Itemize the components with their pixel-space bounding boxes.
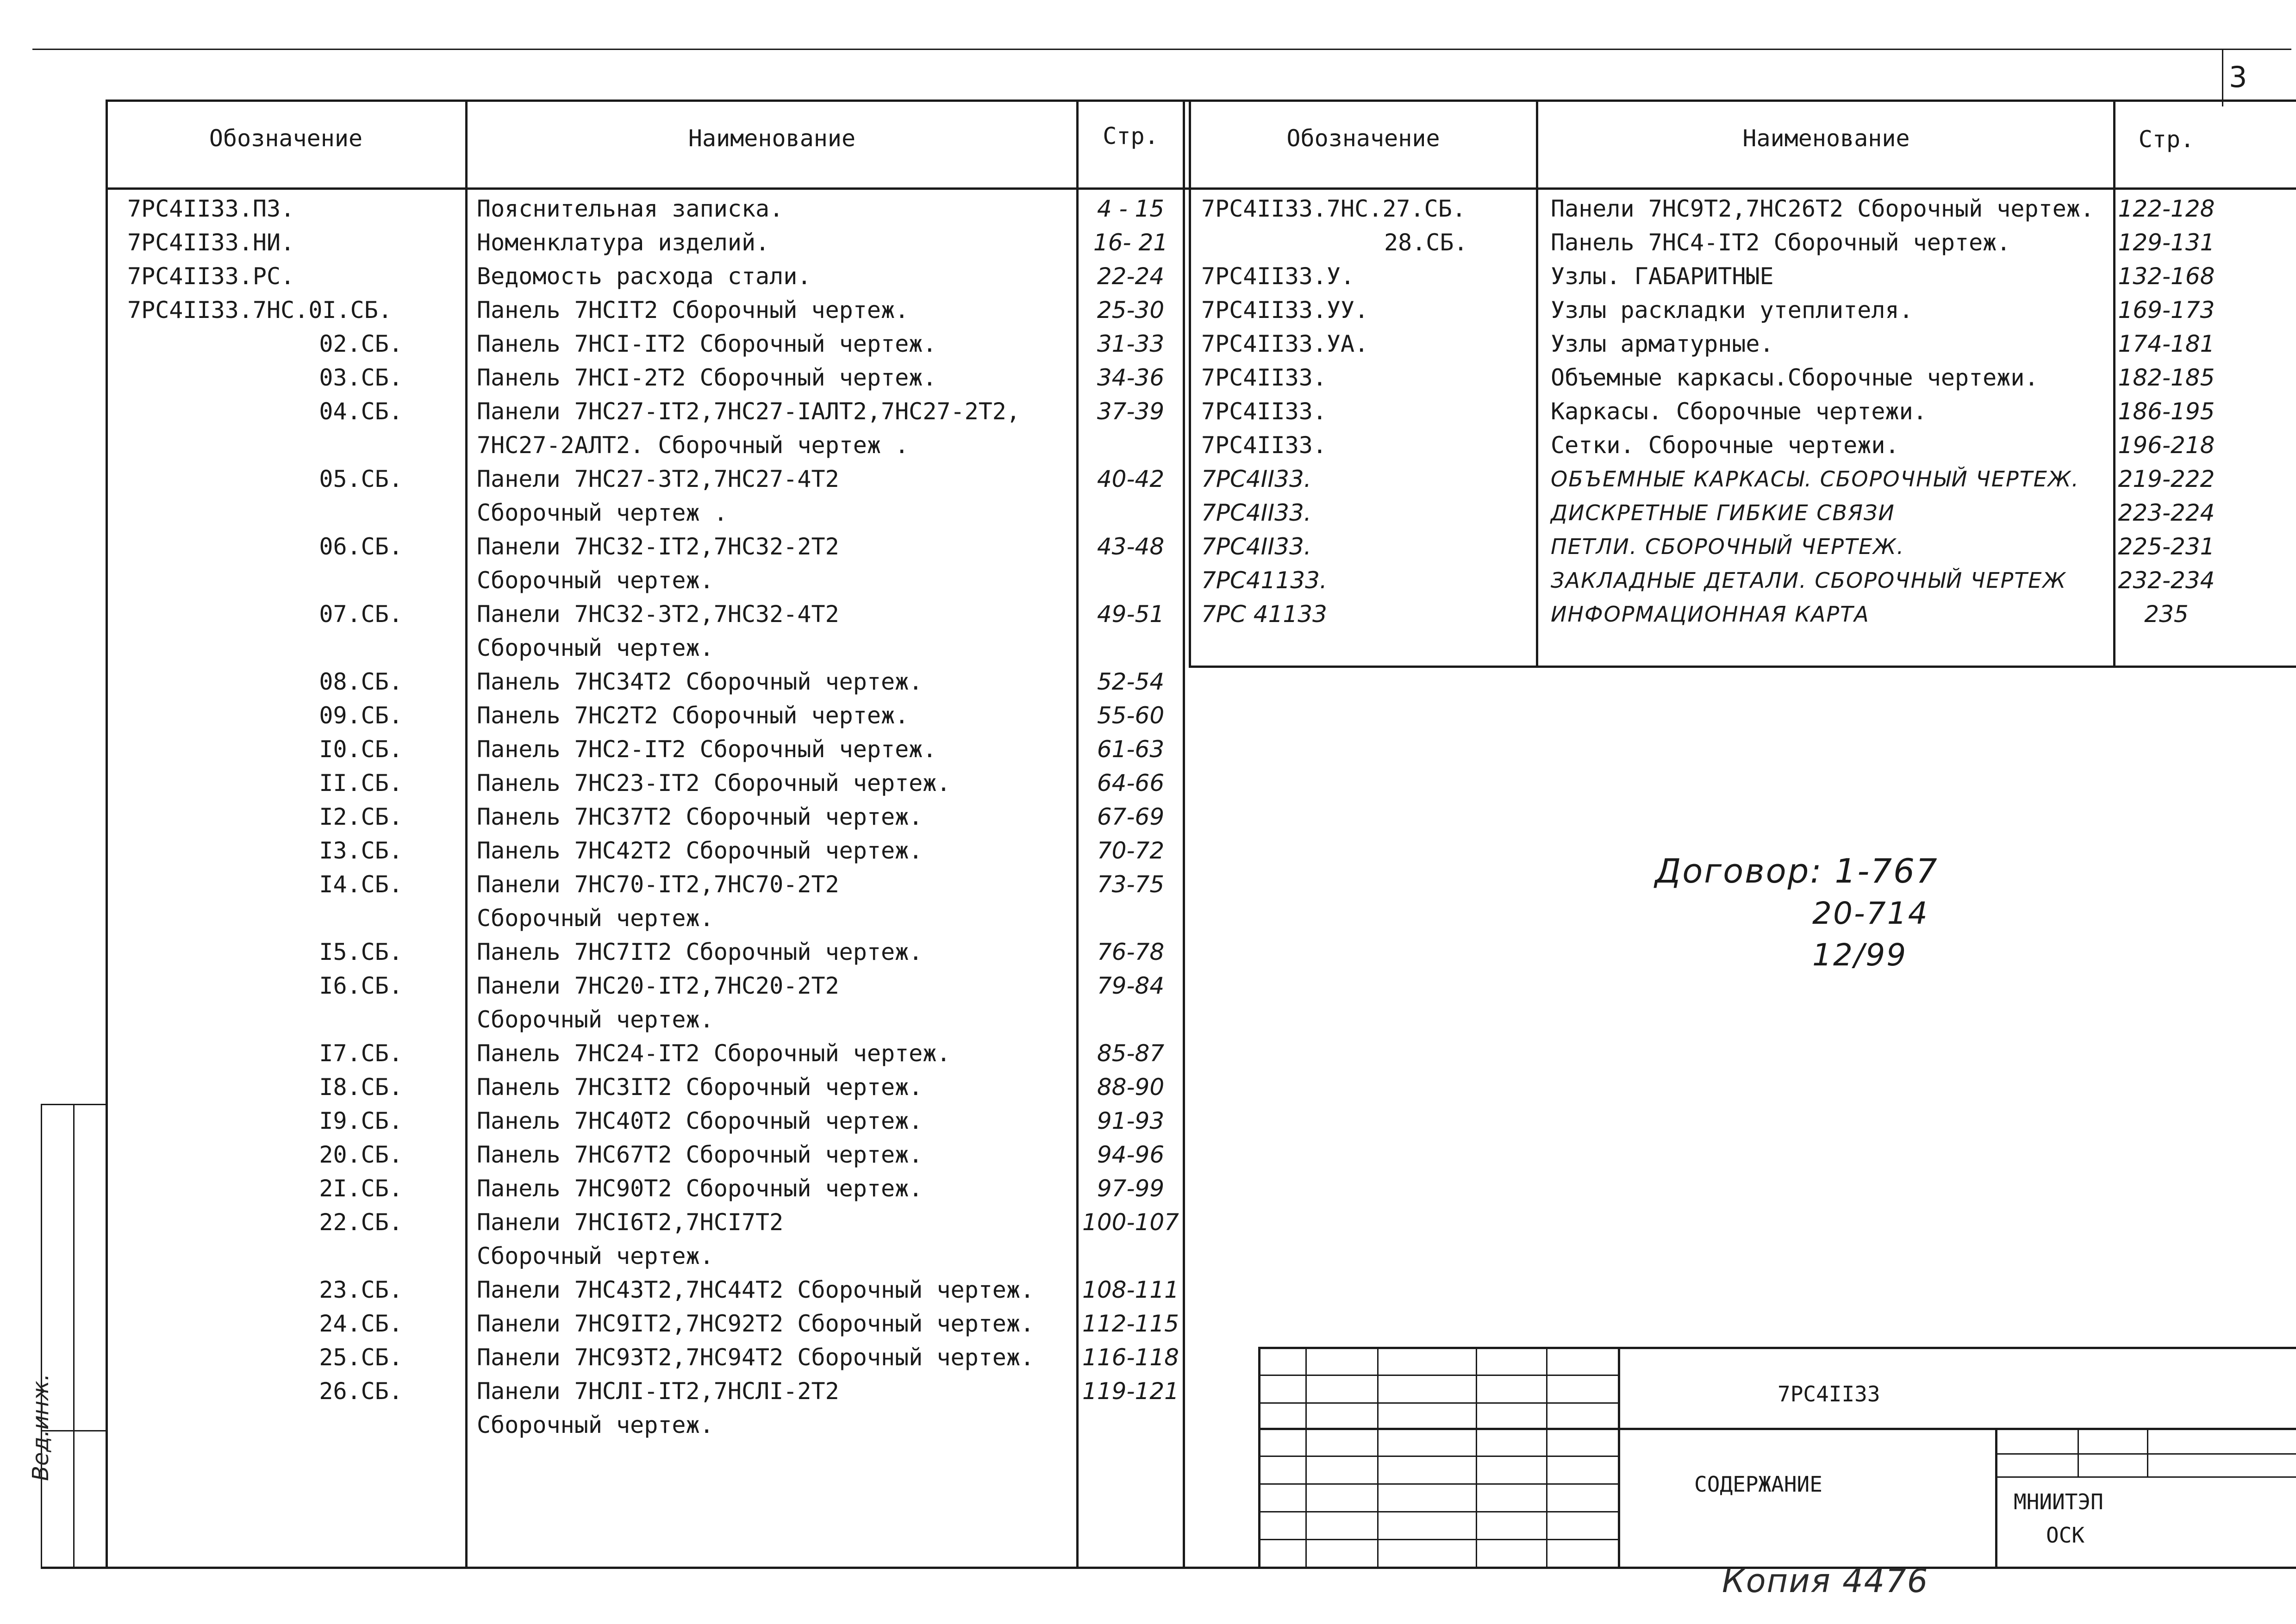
right-header-page: Стр. [2138, 126, 2195, 153]
left-row-name: Панель 7НС42Т2 Сборочный чертеж. [477, 837, 923, 864]
right-row-name: Узлы раскладки утеплителя. [1551, 297, 1913, 324]
left-row-code: 25.СБ. [319, 1344, 403, 1371]
left-row-page: 73-75 [1097, 871, 1165, 898]
left-row-name: Панель 7НС90Т2 Сборочный чертеж. [477, 1175, 923, 1202]
right-row-page: 225-231 [2118, 533, 2215, 560]
right-row-page: 235 [2144, 601, 2189, 628]
right-header-name: Наименование [1742, 125, 1910, 152]
right-row-code: 7РС4II33. [1201, 499, 1311, 526]
title-block-top [1258, 1347, 2296, 1349]
right-row-page: 174-181 [2118, 330, 2215, 357]
right-row-page: 219-222 [2118, 466, 2215, 492]
left-row-page: 108-111 [1082, 1276, 1179, 1303]
right-row-page: 122-128 [2118, 195, 2215, 222]
left-row-page: 64-66 [1097, 770, 1165, 796]
right-row-page: 186-195 [2118, 398, 2215, 425]
right-row-name: Объемные каркасы.Сборочные чертежи. [1551, 364, 2039, 391]
title-block-grid-h6 [1258, 1539, 1619, 1540]
right-row-name: ИНФОРМАЦИОННАЯ КАРТА [1551, 602, 1870, 627]
left-row-code: I3.СБ. [319, 837, 403, 864]
left-row-code: 08.СБ. [319, 668, 403, 695]
right-row-code: 7РС4II33.УА. [1201, 330, 1369, 357]
top-frame-line [32, 49, 2291, 50]
left-row-name: Панели 7НС32-3Т2,7НС32-4Т2 [477, 601, 839, 628]
left-row-page: 61-63 [1097, 736, 1165, 763]
left-table-right-border [1183, 100, 1185, 1569]
right-row-code: 7РС41133. [1201, 567, 1327, 594]
left-row-page: 85-87 [1097, 1040, 1165, 1067]
right-row-page: 196-218 [2118, 432, 2215, 459]
left-row-code: 2I.СБ. [319, 1175, 403, 1202]
left-row-page: 97-99 [1097, 1175, 1165, 1202]
title-block-org-top [1995, 1476, 2296, 1478]
left-row-code: 03.СБ. [319, 364, 403, 391]
right-table-col-divider-1 [1536, 100, 1538, 666]
bottom-frame-line [41, 1567, 2296, 1569]
left-row-page: 116-118 [1082, 1344, 1179, 1371]
right-row-code: 28.СБ. [1384, 229, 1468, 256]
title-block-v3 [1476, 1347, 1477, 1567]
left-row-code: 26.СБ. [319, 1378, 403, 1405]
right-row-name: Панель 7НС4-IТ2 Сборочный чертеж. [1551, 229, 2011, 256]
left-row-name: Панели 7НС27-3Т2,7НС27-4Т2 [477, 466, 839, 492]
left-table-col-divider-1 [465, 100, 468, 1569]
right-row-code: 7РС4II33.УУ. [1201, 297, 1369, 324]
right-row-code: 7РС4II33. [1201, 466, 1311, 492]
left-table-header-bottom [106, 187, 1196, 190]
left-row-name: Панель 7НС34Т2 Сборочный чертеж. [477, 668, 923, 695]
left-row-name: Панели 7НСЛI-IТ2,7НСЛI-2Т2 [477, 1378, 839, 1405]
left-row-code: I5.СБ. [319, 939, 403, 965]
right-row-name: ПЕТЛИ. СБОРОЧНЫЙ ЧЕРТЕЖ. [1551, 534, 1905, 559]
left-header-name: Наименование [688, 125, 856, 152]
right-row-code: 7РС4II33.7НС.27.СБ. [1201, 195, 1466, 222]
left-row-page: 37-39 [1097, 398, 1165, 425]
left-row-page: 49-51 [1097, 601, 1165, 628]
title-block-grid-h5 [1258, 1511, 1619, 1512]
sheet-number-box-left [2222, 49, 2223, 106]
side-stamp-line-1 [41, 1104, 42, 1567]
left-row-name: Панель 7НСIТ2 Сборочный чертеж. [477, 297, 909, 324]
left-row-name: Сборочный чертеж. [477, 905, 714, 932]
left-row-name: Панель 7НС2-IТ2 Сборочный чертеж. [477, 736, 937, 763]
left-row-code: 22.СБ. [319, 1209, 403, 1236]
right-row-page: 169-173 [2118, 297, 2215, 324]
left-row-name: Номенклатура изделий. [477, 229, 770, 256]
left-header-page: Стр. [1103, 123, 1159, 149]
right-row-name: Каркасы. Сборочные чертежи. [1551, 398, 1927, 425]
right-table-header-bottom [1189, 187, 2296, 190]
left-row-page: 112-115 [1082, 1310, 1179, 1337]
right-row-name: Узлы. ГАБАРИТНЫЕ [1551, 263, 1774, 290]
left-row-code: 09.СБ. [319, 702, 403, 729]
left-row-name: Панели 7НС9IТ2,7НС92Т2 Сборочный чертеж. [477, 1310, 1035, 1337]
left-row-name: Сборочный чертеж. [477, 1006, 714, 1033]
right-row-page: 223-224 [2118, 499, 2215, 526]
left-row-name: Сборочный чертеж. [477, 567, 714, 594]
left-row-name: Сборочный чертеж. [477, 1412, 714, 1438]
right-row-page: 129-131 [2118, 229, 2215, 256]
left-header-designation: Обозначение [209, 125, 363, 152]
contract-label: Договор: 1-767 [1655, 852, 1939, 890]
title-block-left [1258, 1347, 1260, 1567]
left-row-code: I6.СБ. [319, 972, 403, 999]
left-row-page: 100-107 [1082, 1209, 1179, 1236]
left-row-code: I4.СБ. [319, 871, 403, 898]
left-row-code: 7РС4II33.ПЗ. [127, 195, 295, 222]
left-row-name: Панели 7НС20-IТ2,7НС20-2Т2 [477, 972, 839, 999]
right-row-name: ЗАКЛАДНЫЕ ДЕТАЛИ. СБОРОЧНЫЙ ЧЕРТЕЖ [1551, 568, 2067, 593]
left-row-code: 02.СБ. [319, 330, 403, 357]
right-row-page: 182-185 [2118, 364, 2215, 391]
left-table-top-border [106, 100, 1196, 102]
left-row-page: 52-54 [1097, 668, 1165, 695]
left-row-name: Панель 7НСI-IТ2 Сборочный чертеж. [477, 330, 937, 357]
left-row-page: 25-30 [1097, 297, 1165, 324]
left-row-page: 4 - 15 [1097, 195, 1165, 222]
left-row-code: I7.СБ. [319, 1040, 403, 1067]
title-block-v5 [1618, 1347, 1620, 1567]
left-row-name: Панель 7НСI-2Т2 Сборочный чертеж. [477, 364, 937, 391]
right-table-bottom-border [1189, 666, 2296, 668]
right-row-code: 7РС4II33.У. [1201, 263, 1355, 290]
left-row-page: 67-69 [1097, 803, 1165, 830]
left-row-name: Панель 7НС67Т2 Сборочный чертеж. [477, 1141, 923, 1168]
side-stamp-top [41, 1104, 106, 1105]
left-row-page: 79-84 [1097, 972, 1165, 999]
left-row-name: Ведомость расхода стали. [477, 263, 811, 290]
left-row-name: Панели 7НС27-IТ2,7НС27-IАЛТ2,7НС27-2Т2, [477, 398, 1020, 425]
left-row-code: I9.СБ. [319, 1108, 403, 1134]
left-row-code: 7РС4II33.РС. [127, 263, 295, 290]
right-row-page: 132-168 [2118, 263, 2215, 290]
left-row-code: 06.СБ. [319, 533, 403, 560]
left-row-code: 05.СБ. [319, 466, 403, 492]
title-block-grid-h4 [1258, 1483, 1619, 1485]
left-row-name: Сборочный чертеж. [477, 635, 714, 661]
title-block-grid-h1 [1258, 1375, 1619, 1376]
left-row-name: Сборочный чертеж. [477, 1243, 714, 1269]
left-row-name: Панели 7НС43Т2,7НС44Т2 Сборочный чертеж. [477, 1276, 1035, 1303]
left-row-code: I8.СБ. [319, 1074, 403, 1101]
left-row-name: Пояснительная записка. [477, 195, 784, 222]
contract-date: 12/99 [1812, 937, 1908, 973]
left-row-code: I0.СБ. [319, 736, 403, 763]
right-row-name: ОБЪЕМНЫЕ КАРКАСЫ. СБОРОЧНЫЙ ЧЕРТЕЖ. [1551, 467, 2080, 492]
left-row-name: Панель 7НС24-IТ2 Сборочный чертеж. [477, 1040, 951, 1067]
title-block-org-name: МНИИТЭП [2014, 1489, 2103, 1514]
title-block-doc-code: 7РС4II33 [1778, 1381, 1880, 1406]
title-block-grid-h3 [1258, 1456, 1619, 1457]
left-row-page: 43-48 [1097, 533, 1165, 560]
left-row-page: 40-42 [1097, 466, 1165, 492]
left-row-page: 70-72 [1097, 837, 1165, 864]
left-row-page: 34-36 [1097, 364, 1165, 391]
title-block-v6 [1995, 1428, 1997, 1567]
title-block-row-2 [1258, 1428, 2296, 1430]
left-row-page: 76-78 [1097, 939, 1165, 965]
right-header-designation: Обозначение [1286, 125, 1440, 152]
title-block-grid-h2 [1258, 1402, 1619, 1404]
right-row-page: 232-234 [2118, 567, 2215, 594]
right-row-name: Сетки. Сборочные чертежи. [1551, 432, 1899, 459]
left-row-page: 91-93 [1097, 1108, 1165, 1134]
left-row-code: I2.СБ. [319, 803, 403, 830]
left-row-name: Сборочный чертеж . [477, 499, 728, 526]
left-row-code: 07.СБ. [319, 601, 403, 628]
title-block-v8 [2147, 1428, 2148, 1476]
title-block-v4 [1546, 1347, 1547, 1567]
left-row-page: 119-121 [1082, 1378, 1179, 1405]
left-row-name: Панель 7НС23-IТ2 Сборочный чертеж. [477, 770, 951, 796]
title-block-v2 [1377, 1347, 1379, 1567]
left-row-code: 04.СБ. [319, 398, 403, 425]
right-table-left-border [1189, 100, 1191, 666]
right-row-code: 7РС 41133 [1201, 601, 1327, 628]
left-row-code: 24.СБ. [319, 1310, 403, 1337]
right-row-name: Панели 7НС9Т2,7НС26Т2 Сборочный чертеж. [1551, 195, 2094, 222]
left-row-code: II.СБ. [319, 770, 403, 796]
title-block-v7 [2078, 1428, 2079, 1476]
right-row-code: 7РС4II33. [1201, 398, 1327, 425]
copy-note: Копия 4476 [1722, 1562, 1929, 1600]
right-row-code: 7РС4II33. [1201, 364, 1327, 391]
left-row-page: 16- 21 [1093, 229, 1168, 256]
left-row-name: Панели 7НС93Т2,7НС94Т2 Сборочный чертеж. [477, 1344, 1035, 1371]
left-row-name: Панель 7НС37Т2 Сборочный чертеж. [477, 803, 923, 830]
left-row-name: Панели 7НСI6Т2,7НСI7Т2 [477, 1209, 784, 1236]
left-row-code: 7РС4II33.НИ. [127, 229, 295, 256]
title-block-stage-mid [1995, 1453, 2296, 1455]
left-row-name: Панель 7НС7IТ2 Сборочный чертеж. [477, 939, 923, 965]
left-row-code: 23.СБ. [319, 1276, 403, 1303]
left-row-page: 88-90 [1097, 1074, 1165, 1101]
title-block-org-dept: ОСК [2046, 1523, 2085, 1548]
contract-number: 20-714 [1812, 896, 1929, 931]
left-row-code: 20.СБ. [319, 1141, 403, 1168]
left-row-name: Панель 7НС40Т2 Сборочный чертеж. [477, 1108, 923, 1134]
left-row-name: Панель 7НС3IТ2 Сборочный чертеж. [477, 1074, 923, 1101]
right-row-code: 7РС4II33. [1201, 533, 1311, 560]
right-table-top-border [1189, 100, 2296, 102]
left-row-name: Панели 7НС70-IТ2,7НС70-2Т2 [477, 871, 839, 898]
left-row-page: 31-33 [1097, 330, 1165, 357]
side-stamp-line-2 [73, 1104, 75, 1567]
title-block-v1 [1305, 1347, 1307, 1567]
left-row-page: 94-96 [1097, 1141, 1165, 1168]
sheet-number: 3 [2229, 60, 2247, 94]
left-row-page: 22-24 [1097, 263, 1165, 290]
side-signature: Вед.инж. [28, 1374, 54, 1481]
left-row-name: 7НС27-2АЛТ2. Сборочный чертеж . [477, 432, 909, 459]
title-block-title: СОДЕРЖАНИЕ [1694, 1472, 1822, 1497]
left-row-name: Панели 7НС32-IТ2,7НС32-2Т2 [477, 533, 839, 560]
left-row-code: 7РС4II33.7НС.0I.СБ. [127, 297, 392, 324]
right-row-name: ДИСКРЕТНЫЕ ГИБКИЕ СВЯЗИ [1551, 500, 1895, 525]
left-row-name: Панель 7НС2Т2 Сборочный чертеж. [477, 702, 909, 729]
right-row-code: 7РС4II33. [1201, 432, 1327, 459]
left-row-page: 55-60 [1097, 702, 1165, 729]
right-row-name: Узлы арматурные. [1551, 330, 1774, 357]
